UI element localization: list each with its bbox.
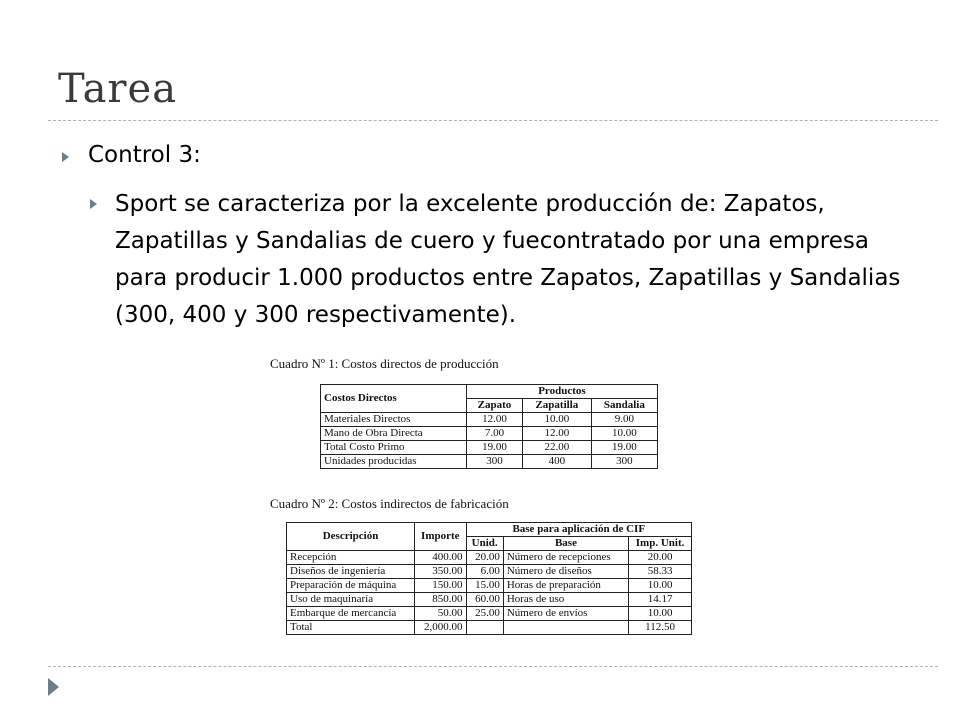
- cuadro1-table: [320, 384, 658, 469]
- footer-triangle-icon: [48, 678, 59, 696]
- table-cell: 400.00: [415, 551, 466, 565]
- bullet-level1: [62, 142, 201, 168]
- table-cell: 60.00: [466, 593, 503, 607]
- cuadro2-caption: Cuadro Nº 2: Costos indirectos de fabricación: [270, 496, 509, 511]
- cuadro2-col-header: Unid.: [466, 537, 503, 551]
- table-row-total: [287, 621, 692, 635]
- table-row: [321, 455, 658, 469]
- table-cell: 7.00: [466, 427, 522, 441]
- table-row: [321, 441, 658, 455]
- table-row: [287, 607, 692, 621]
- table-cell: 19.00: [466, 441, 522, 455]
- table-row: [287, 565, 692, 579]
- table-cell: Total: [287, 621, 415, 635]
- title-divider: [48, 120, 938, 121]
- table-cell: Número de envíos: [503, 607, 628, 621]
- table-cell: 58.33: [629, 565, 692, 579]
- bullet-level2-text: Sport se caracteriza por la excelente producción de: Zapatos, Zapatillas y Sandalias de cuero y fuecontratado por una empresa para producir 1.000 productos entre Zapatos, Zapatillas y Sandalias (300, 400 y 300 respectivamente).: [115, 191, 901, 328]
- table-cell: Diseños de ingeniería: [287, 565, 415, 579]
- table-cell: [466, 621, 503, 635]
- table-cell: 10.00: [522, 413, 591, 427]
- table-cell: Horas de preparación: [503, 579, 628, 593]
- table-cell: 50.00: [415, 607, 466, 621]
- table-cell: 10.00: [591, 427, 657, 441]
- table-cell: Preparación de máquina: [287, 579, 415, 593]
- table-cell: 2,000.00: [415, 621, 466, 635]
- table-row: [287, 551, 692, 565]
- cuadro1-caption: Cuadro Nº 1: Costos directos de producción: [270, 356, 499, 371]
- cuadro2-header-desc: Descripción: [287, 523, 415, 551]
- table-row: [287, 593, 692, 607]
- cuadro1-col-header: Sandalia: [591, 399, 657, 413]
- table-cell: 22.00: [522, 441, 591, 455]
- cuadro1-col-header: Zapatilla: [522, 399, 591, 413]
- bullet-triangle-icon: [62, 152, 69, 162]
- cuadro1-header-group: Productos: [466, 385, 657, 399]
- bullet-triangle-icon: [90, 199, 97, 209]
- table-cell: Embarque de mercancía: [287, 607, 415, 621]
- table-cell: Uso de maquinaría: [287, 593, 415, 607]
- table-cell: 19.00: [591, 441, 657, 455]
- table-cell: [503, 621, 628, 635]
- table-cell: Total Costo Primo: [321, 441, 467, 455]
- table-row: [321, 427, 658, 441]
- table-cell: 350.00: [415, 565, 466, 579]
- table-cell: 300: [591, 455, 657, 469]
- table-cell: 14.17: [629, 593, 692, 607]
- cuadro2-col-header: Imp. Unit.: [629, 537, 692, 551]
- cuadro2-table: [286, 522, 692, 635]
- table-cell: 850.00: [415, 593, 466, 607]
- cuadro1-col-header: Zapato: [466, 399, 522, 413]
- table-cell: 9.00: [591, 413, 657, 427]
- table-cell: 6.00: [466, 565, 503, 579]
- table-cell: 12.00: [522, 427, 591, 441]
- table-cell: 112.50: [629, 621, 692, 635]
- table-cell: Número de diseños: [503, 565, 628, 579]
- table-cell: 10.00: [629, 579, 692, 593]
- cuadro2-header-group: Base para aplicación de CIF: [466, 523, 691, 537]
- cuadro2-header-importe: Importe: [415, 523, 466, 551]
- slide-title: Tarea: [58, 66, 178, 112]
- table-cell: Horas de uso: [503, 593, 628, 607]
- table-cell: 20.00: [466, 551, 503, 565]
- table-cell: Mano de Obra Directa: [321, 427, 467, 441]
- cuadro1-header-main: Costos Directos: [321, 385, 467, 413]
- table-row: [321, 413, 658, 427]
- table-cell: Número de recepciones: [503, 551, 628, 565]
- table-row: [287, 579, 692, 593]
- table-cell: 15.00: [466, 579, 503, 593]
- cuadro2-col-header: Base: [503, 537, 628, 551]
- table-cell: 25.00: [466, 607, 503, 621]
- table-cell: 12.00: [466, 413, 522, 427]
- table-cell: 20.00: [629, 551, 692, 565]
- table-cell: 150.00: [415, 579, 466, 593]
- bullet-level2: [90, 186, 910, 334]
- footer-divider: [48, 666, 938, 667]
- table-cell: 300: [466, 455, 522, 469]
- bullet-level1-text: Control 3:: [88, 142, 201, 168]
- table-cell: Recepción: [287, 551, 415, 565]
- table-cell: 10.00: [629, 607, 692, 621]
- table-cell: Unidades producidas: [321, 455, 467, 469]
- table-cell: 400: [522, 455, 591, 469]
- table-cell: Materiales Directos: [321, 413, 467, 427]
